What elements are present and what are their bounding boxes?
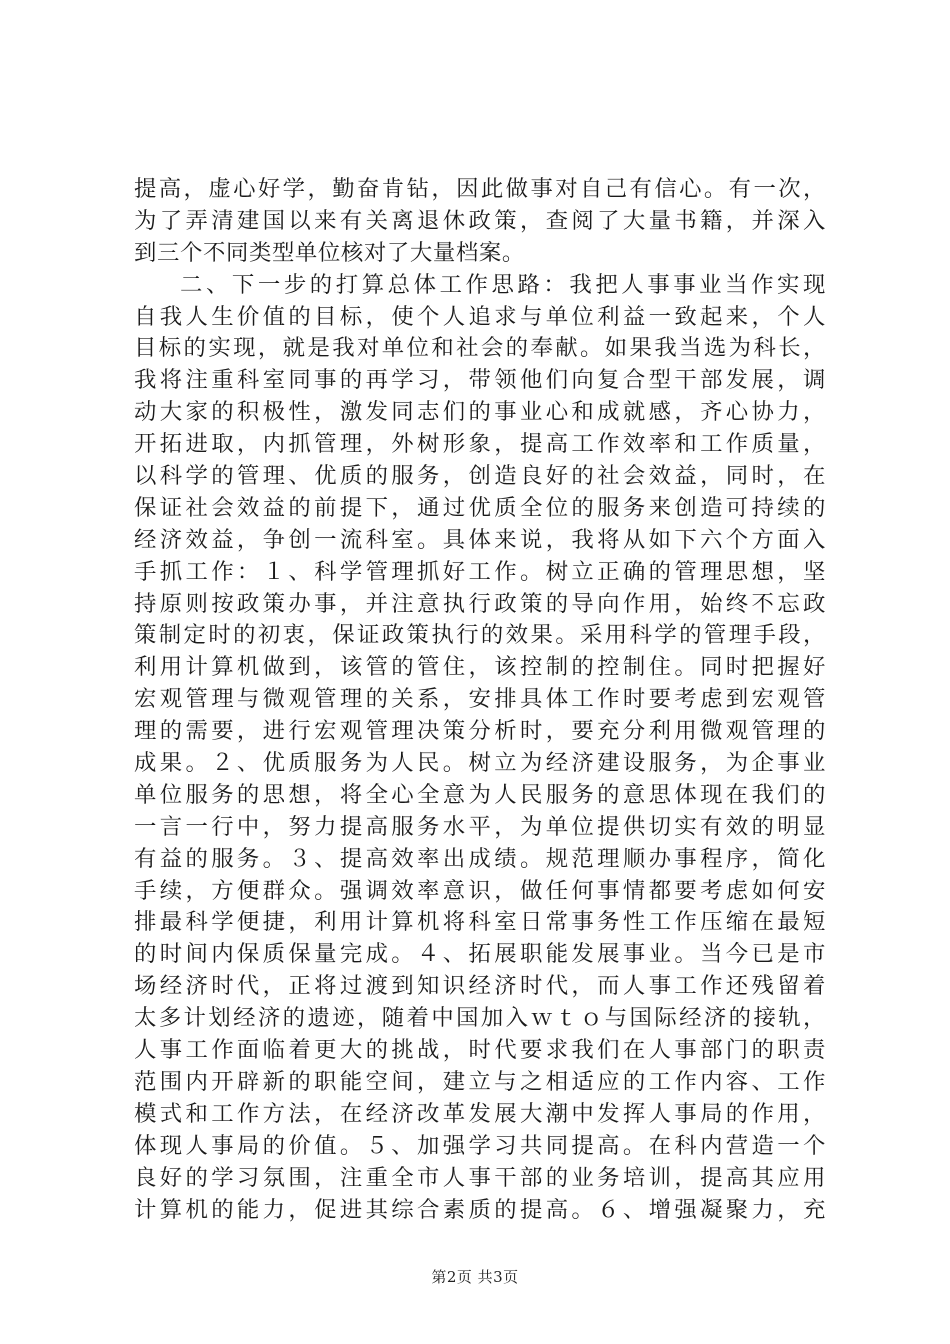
text-line: 一言一行中，努力提高服务水平，为单位提供切实有效的明显: [134, 813, 826, 840]
text-line: 宏观管理与微观管理的关系，安排具体工作时要考虑到宏观管: [134, 686, 826, 713]
text-line: 的时间内保质保量完成。４、拓展职能发展事业。当今已是市: [134, 941, 826, 968]
text-line: 我将注重科室同事的再学习，带领他们向复合型干部发展，调: [134, 367, 826, 394]
text-line: 策制定时的初衷，保证政策执行的效果。采用科学的管理手段，: [134, 622, 826, 649]
text-line: 有益的服务。３、提高效率出成绩。规范理顺办事程序，简化: [134, 845, 826, 872]
text-line: 手抓工作：１、科学管理抓好工作。树立正确的管理思想，坚: [134, 558, 826, 585]
text-line: 理的需要，进行宏观管理决策分析时，要充分利用微观管理的: [134, 718, 826, 745]
text-line: 范围内开辟新的职能空间，建立与之相适应的工作内容、工作: [134, 1068, 826, 1095]
text-line: 手续，方便群众。强调效率意识，做任何事情都要考虑如何安: [134, 877, 826, 904]
text-line: 到三个不同类型单位核对了大量档案。: [134, 239, 525, 266]
text-line: 目标的实现，就是我对单位和社会的奉献。如果我当选为科长，: [134, 335, 826, 362]
text-line: 体现人事局的价值。５、加强学习共同提高。在科内营造一个: [134, 1132, 826, 1159]
page-number-footer: 第2页 共3页: [431, 1268, 519, 1286]
text-line: 成果。２、优质服务为人民。树立为经济建设服务，为企事业: [134, 750, 826, 777]
text-line: 计算机的能力，促进其综合素质的提高。６、增强凝聚力，充: [134, 1196, 826, 1223]
text-line: 以科学的管理、优质的服务，创造良好的社会效益，同时，在: [134, 463, 826, 490]
text-line: 自我人生价值的目标，使个人追求与单位利益一致起来，个人: [134, 303, 826, 330]
text-line: 为了弄清建国以来有关离退休政策，查阅了大量书籍，并深入: [134, 207, 826, 234]
text-line: 持原则按政策办事，并注意执行政策的导向作用，始终不忘政: [134, 590, 826, 617]
text-line: 开拓进取，内抓管理，外树形象，提高工作效率和工作质量，: [134, 431, 826, 458]
text-line: 经济效益，争创一流科室。具体来说，我将从如下六个方面入: [134, 526, 826, 553]
text-line: 动大家的积极性，激发同志们的事业心和成就感，齐心协力，: [134, 399, 826, 426]
text-line: 太多计划经济的遗迹，随着中国加入ｗｔｏ与国际经济的接轨，: [134, 1005, 826, 1032]
text-line: 二、下一步的打算总体工作思路：我把人事事业当作实现: [180, 271, 826, 298]
body-text: [134, 174, 826, 1226]
text-line: 排最科学便捷，利用计算机将科室日常事务性工作压缩在最短: [134, 909, 826, 936]
text-line: 人事工作面临着更大的挑战，时代要求我们在人事部门的职责: [134, 1037, 826, 1064]
text-line: 模式和工作方法，在经济改革发展大潮中发挥人事局的作用，: [134, 1100, 826, 1127]
text-line: 利用计算机做到，该管的管住，该控制的控制住。同时把握好: [134, 654, 826, 681]
text-line: 场经济时代，正将过渡到知识经济时代，而人事工作还残留着: [134, 973, 826, 1000]
text-line: 保证社会效益的前提下，通过优质全位的服务来创造可持续的: [134, 494, 826, 521]
text-line: 提高，虚心好学，勤奋肯钻，因此做事对自己有信心。有一次，: [134, 176, 826, 202]
text-line: 单位服务的思想，将全心全意为人民服务的意思体现在我们的: [134, 781, 826, 808]
text-line: 良好的学习氛围，注重全市人事干部的业务培训，提高其应用: [134, 1164, 826, 1191]
